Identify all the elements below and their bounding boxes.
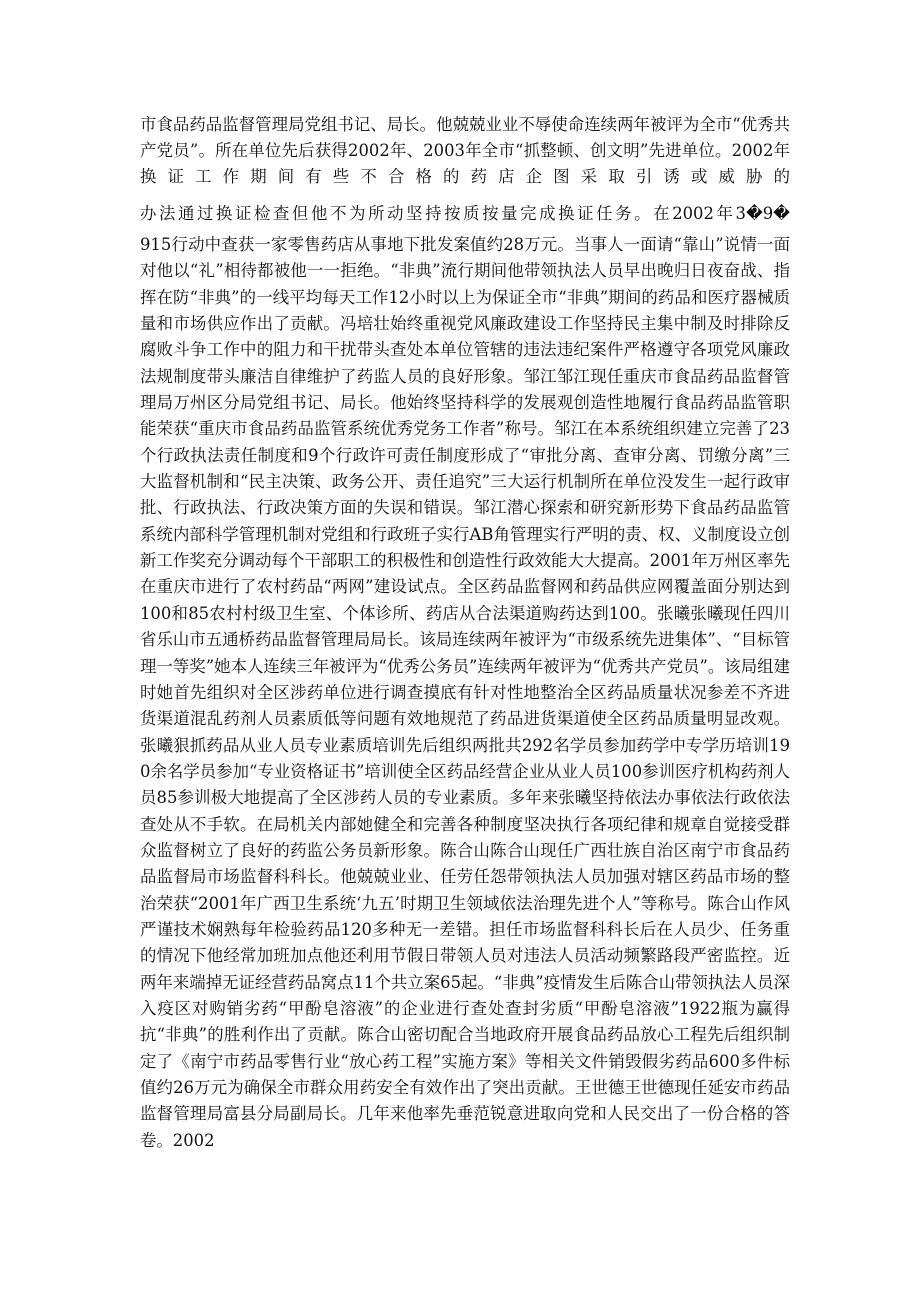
paragraph-main: 915行动中查获一家零售药店从事地下批发案值约28万元。当事人一面请“靠山”说情一面对他以“礼”相待都被他一一拒绝。“非典”流行期间他带领执法人员早出晚归日夜奋战、指挥在防“非典”的一线平均每天工作12小时以上为保证全市“非典”期间的药品和医疗器械质量和市场供应作出了贡献。冯培壮始终重视党风廉政建设工作坚持民主集中制及时排除反腐败斗争工作中的阻力和干扰带头查处本单位管辖的违法违纪案件严格遵守各项党风廉政法规制度带头廉洁自律维护了药监人员的良好形象。邹江邹江现任重庆市食品药品监督管理局万州区分局党组书记、局长。他始终坚持科学的发展观创造性地履行食品药品监管职能荣获“重庆市食品药品监管系统优秀党务工作者”称号。邹江在本系统组织建立完善了23个行政执法责任制度和9个行政许可责任制度形成了“审批分离、查审分离、罚缴分离”三大监督机制和“民主决策、政务公开、责任追究”三大运行机制所在单位没发生一起行政审批、行政执法、行政决策方面的失误和错误。邹江潜心探索和研究新形势下食品药品监管系统内部科学管理机制对党组和行政班子实行AB角管理实行严明的责、权、义制度设立创新工作奖充分调动每个干部职工的积极性和创造性行政效能大大提高。2001年万州区率先在重庆市进行了农村药品“两网”建设试点。全区药品监督网和药品供应网覆盖面分别达到100和85农村村级卫生室、个体诊所、药店从合法渠道购药达到100。张曦张曦现任四川省乐山市五通桥药品监督管理局局长。该局连续两年被评为“市级系统先进集体”、“目标管理一等奖”她本人连续三年被评为“优秀公务员”连续两年被评为“优秀共产党员”。该局组建时她首先组织对全区涉药单位进行调查摸底有针对性地整治全区药品质量状况参差不齐进货渠道混乱药剂人员素质低等问题有效地规范了药品进货渠道使全区药品质量明显改观。张曦狠抓药品从业人员专业素质培训先后组织两批共292名学员参加药学中专学历培训190余名学员参加“专业资格证书”培训使全区药品经营企业从业人员100参训医疗机构药剂人员85参训极大地提高了全区涉药人员的专业素质。多年来张曦坚持依法办事依法行政依法查处从不手软。在局机关内部她健全和完善各种制度坚决执行各项纪律和规章自觉接受群众监督树立了良好的药监公务员新形象。陈合山陈合山现任广西壮族自治区南宁市食品药品监督局市场监督科科长。他兢兢业业、任劳任怨带领执法人员加强对辖区药品市场的整治荣获“2001年广西卫生系统‘九五’时期卫生领域依法治理先进个人”等称号。陈合山作风严谨技术娴熟每年检验药品120多种无一差错。担任市场监督科科长后在人员少、任务重的情况下他经常加班加点他还利用节假日带领人员对违法人员活动频繁路段严密监控。近两年来端掉无证经营药品窝点11个共立案65起。“非典”疫情发生后陈合山带领执法人员深入疫区对购销劣药“甲酚皂溶液”的企业进行查处查封劣质“甲酚皂溶液”1922瓶为赢得抗“非典”的胜利作出了贡献。陈合山密切配合当地政府开展食品药品放心工程先后组织制定了《南宁市药品零售行业“放心药工程”实施方案》等相关文件销毁假劣药品600多件标值约26万元为确保全市群众用药安全有效作出了突出贡献。王世德王世德现任延安市药品监督管理局富县分局副局长。几年来他率先垂范锐意进取向党和人民交出了一份合格的答卷。2002 bbox=[140, 235, 790, 1150]
paragraph-top: 市食品药品监督管理局党组书记、局长。他兢兢业业不辱使命连续两年被评为全市“优秀共产党员”。所在单位先后获得2002年、2003年全市“抓整顿、创文明”先进单位。2002年换证工作期间有些不合格的药店企图采取引诱或威胁的 bbox=[140, 115, 790, 186]
paragraph-line: 办法通过换证检查但他不为所动坚持按质按量完成换证任务。在2002年3�9� bbox=[140, 204, 790, 223]
